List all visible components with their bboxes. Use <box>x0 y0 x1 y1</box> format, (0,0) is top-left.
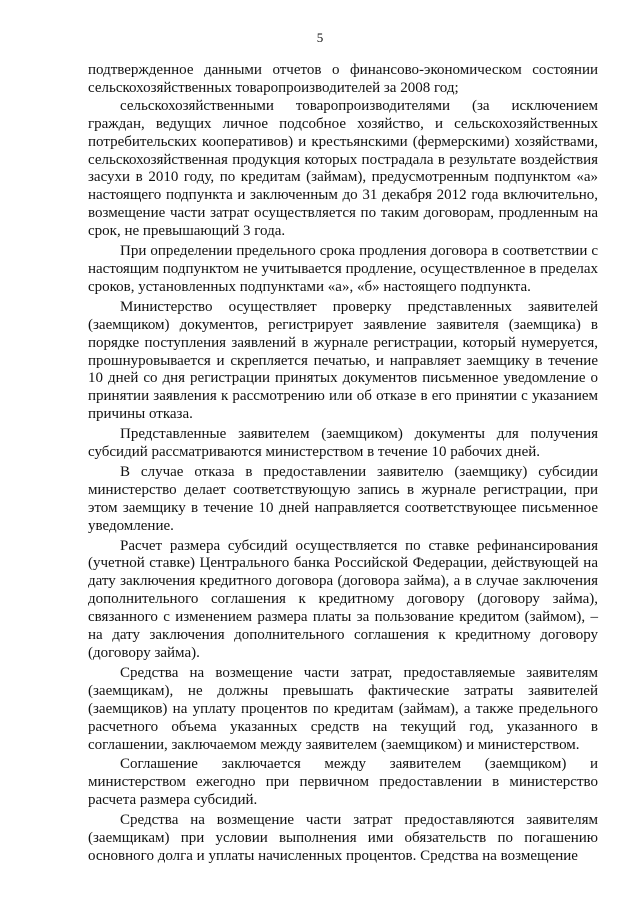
paragraph: Средства на возмещение части затрат, предоставляемые заявителям (заемщикам), не должны превышать фактические затраты заявителей (заемщиков) на уплату процентов по кредитам (займам), а также предельного расчетного объема указанных средств на текущий год, указанного в соглашении, заключаемом между заявителем (заемщиком) и министерством. <box>88 664 598 753</box>
body-text <box>88 62 598 866</box>
paragraph: Представленные заявителем (заемщиком) документы для получения субсидий рассматриваются министерством в течение 10 рабочих дней. <box>88 426 598 461</box>
paragraph: сельскохозяйственными товаропроизводителями (за исключением граждан, ведущих личное подсобное хозяйство, и сельскохозяйственных потребительских кооперативов) и крестьянскими (фермерскими) хозяйствами, сельскохозяйственная продукция которых пострадала в результате воздействия засухи в 2010 году, по кредитам (займам), предусмотренным подпунктом «а» настоящего подпункта и заключенным до 31 декабря 2012 года включительно, возмещение части затрат осуществляется по таким договорам, продленным на срок, не превышающий 3 года. <box>88 97 598 240</box>
paragraph: Расчет размера субсидий осуществляется по ставке рефинансирования (учетной ставке) Центрального банка Российской Федерации, действующей на дату заключения кредитного договора (договора займа), а в случае заключения дополнительного соглашения к кредитному договору (договору займа), связанного с изменением размера платы за пользование кредитом (займом), – на дату заключения дополнительного соглашения к кредитному договору (договору займа). <box>88 537 598 661</box>
paragraph: При определении предельного срока продления договора в соответствии с настоящим подпунктом не учитывается продление, осуществленное в пределах сроков, установленных подпунктами «а», «б» настоящего подпункта. <box>88 243 598 295</box>
paragraph: Соглашение заключается между заявителем (заемщиком) и министерством ежегодно при первичном предоставлении в министерство расчета размера субсидий. <box>88 756 598 809</box>
page-number: 5 <box>316 30 324 45</box>
paragraph: подтвержденное данными отчетов о финансово-экономическом состоянии сельскохозяйственных товаропроизводителей за 2008 год; <box>88 62 598 96</box>
paragraph: Средства на возмещение части затрат предоставляются заявителям (заемщикам) при условии выполнения ими обязательств по погашению основного долга и уплаты начисленных процентов. Средства на возмещение <box>88 812 598 864</box>
paragraph: Министерство осуществляет проверку представленных заявителей (заемщиком) документов, регистрирует заявление заявителя (заемщика) в порядке поступления заявлений в журнале регистрации, который нумеруется, прошнуровывается и скрепляется печатью, и направляет заемщику в течение 10 дней со дня регистрации принятых документов письменное уведомление о принятии заявления к рассмотрению или об отказе в его принятии с указанием причины отказа. <box>88 298 598 423</box>
paragraph: В случае отказа в предоставлении заявителю (заемщику) субсидии министерство делает соответствующую запись в журнале регистрации, при этом заемщику в течение 10 дней направляется соответствующее письменное уведомление. <box>88 463 598 534</box>
